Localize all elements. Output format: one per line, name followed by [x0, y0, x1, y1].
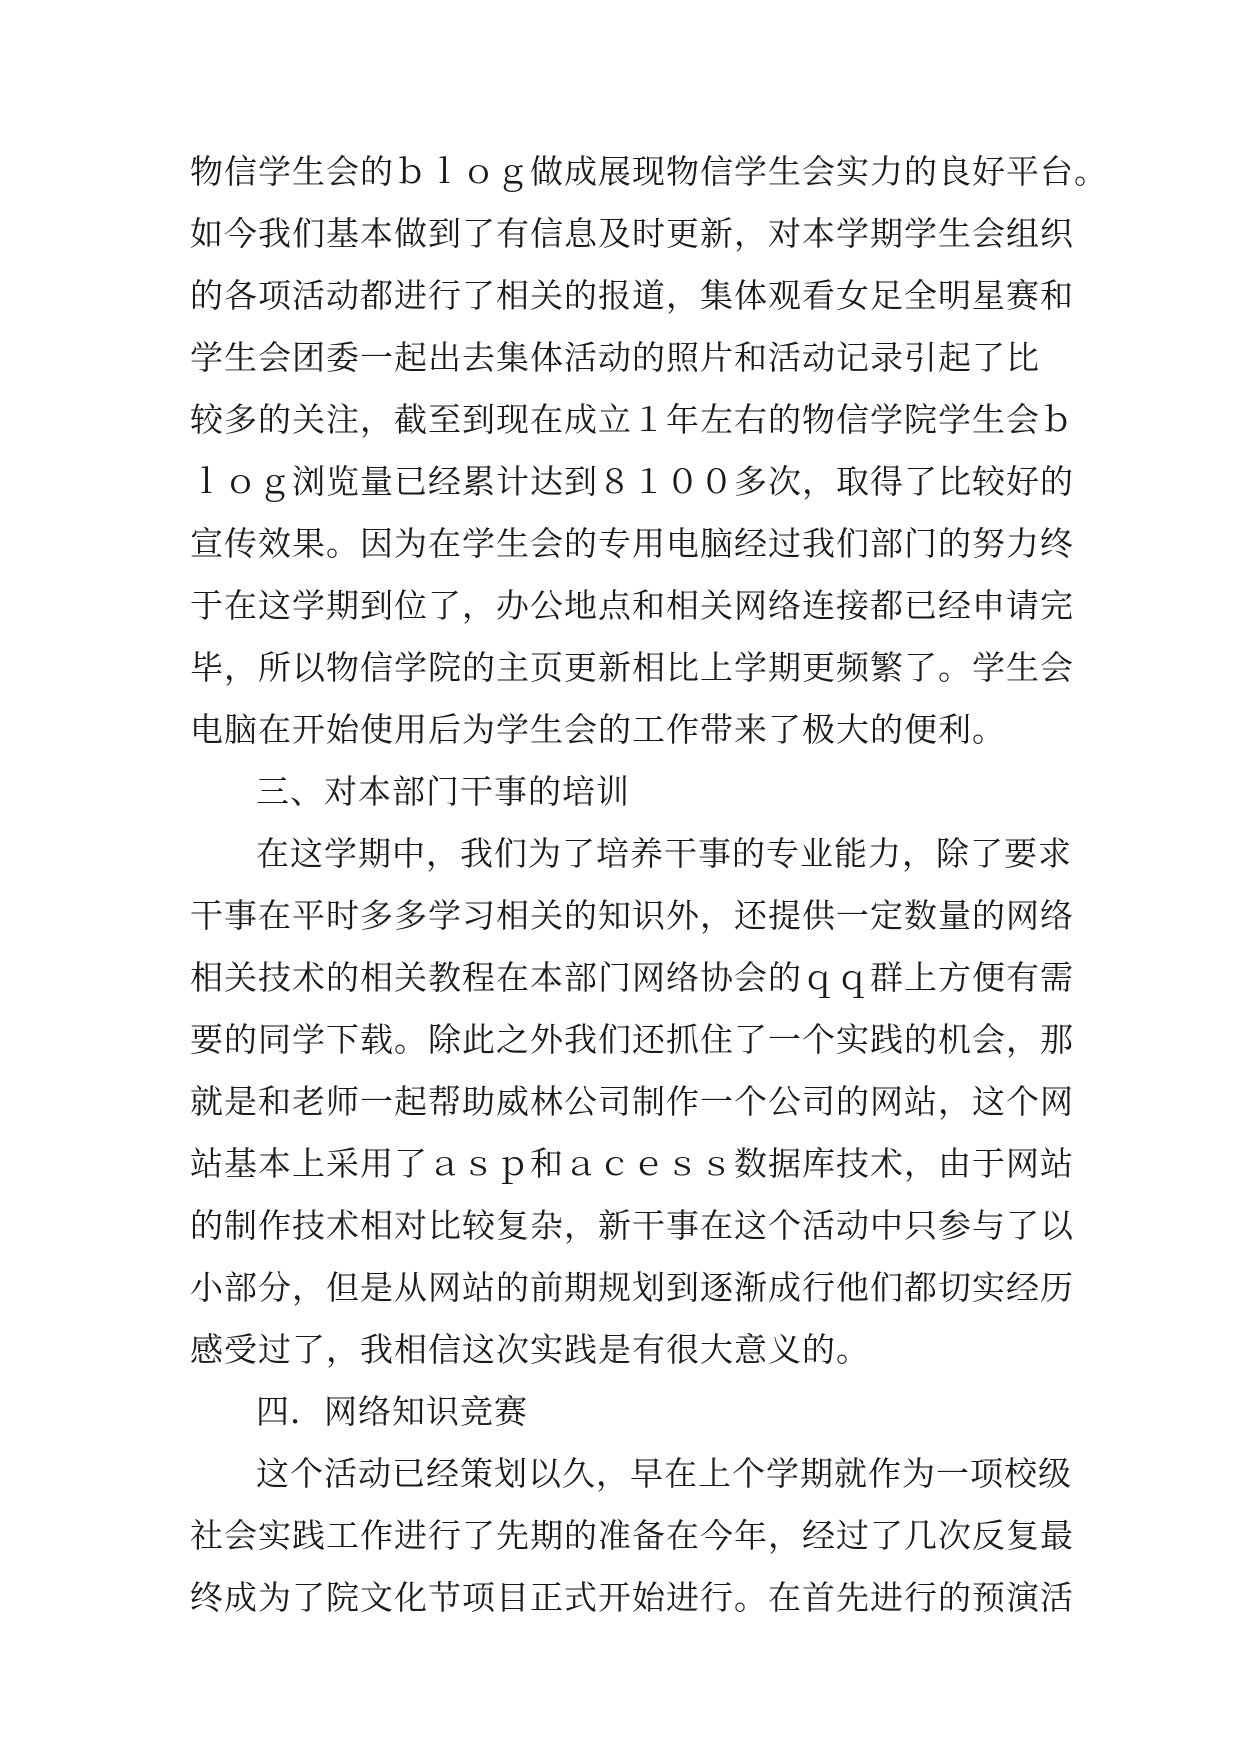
body-line: 较多的关注，截至到现在成立１年左右的物信学院学生会ｂ [190, 400, 1074, 439]
paragraph-first-line: 这个活动已经策划以久，早在上个学期就作为一项校级 [256, 1454, 1072, 1493]
body-line: 物信学生会的ｂｌｏｇ做成展现物信学生会实力的良好平台。 [190, 152, 1108, 191]
body-line: 社会实践工作进行了先期的准备在今年，经过了几次反复最 [190, 1516, 1074, 1555]
paragraph-first-line: 在这学期中，我们为了培养干事的专业能力，除了要求 [256, 834, 1072, 873]
body-line: 的各项活动都进行了相关的报道，集体观看女足全明星赛和 [190, 276, 1074, 315]
section-heading: 四．网络知识竞赛 [256, 1392, 528, 1431]
body-line: 终成为了院文化节项目正式开始进行。在首先进行的预演活 [190, 1578, 1074, 1617]
section-heading: 三、对本部门干事的培训 [256, 772, 630, 811]
body-line: 毕，所以物信学院的主页更新相比上学期更频繁了。学生会 [190, 648, 1074, 687]
body-line: 的制作技术相对比较复杂，新干事在这个活动中只参与了以 [190, 1206, 1074, 1245]
body-line: 电脑在开始使用后为学生会的工作带来了极大的便利。 [190, 710, 1006, 749]
body-line: 相关技术的相关教程在本部门网络协会的ｑｑ群上方便有需 [190, 958, 1074, 997]
body-line: 就是和老师一起帮助威林公司制作一个公司的网站，这个网 [190, 1082, 1074, 1121]
body-line: 宣传效果。因为在学生会的专用电脑经过我们部门的努力终 [190, 524, 1074, 563]
body-line: 学生会团委一起出去集体活动的照片和活动记录引起了比 [190, 338, 1040, 377]
body-line: 干事在平时多多学习相关的知识外，还提供一定数量的网络 [190, 896, 1074, 935]
body-line: 如今我们基本做到了有信息及时更新，对本学期学生会组织 [190, 214, 1074, 253]
body-line: 感受过了，我相信这次实践是有很大意义的。 [190, 1330, 870, 1369]
body-line: 站基本上采用了ａｓｐ和ａｃｅｓｓ数据库技术，由于网站 [190, 1144, 1074, 1183]
body-line: 小部分，但是从网站的前期规划到逐渐成行他们都切实经历 [190, 1268, 1074, 1307]
body-line: ｌｏｇ浏览量已经累计达到８１００多次，取得了比较好的 [190, 462, 1074, 501]
body-line: 于在这学期到位了，办公地点和相关网络连接都已经申请完 [190, 586, 1074, 625]
body-line: 要的同学下载。除此之外我们还抓住了一个实践的机会，那 [190, 1020, 1074, 1059]
